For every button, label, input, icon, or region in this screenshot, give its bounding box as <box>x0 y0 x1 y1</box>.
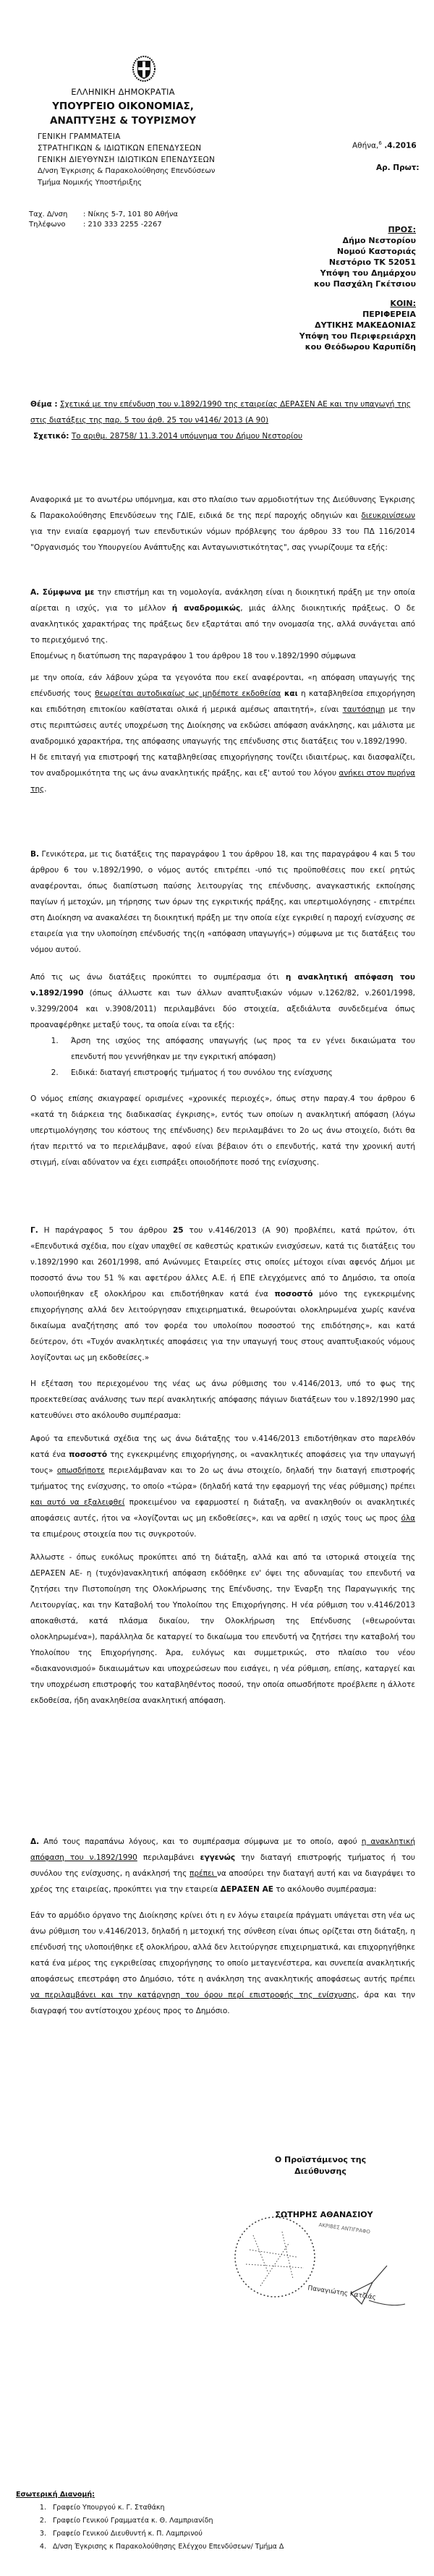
related-label: Σχετικό: <box>33 432 69 441</box>
ministry-name-line1: ΥΠΟΥΡΓΕΙΟ ΟΙΚΟΝΟΜΙΑΣ, <box>52 101 194 112</box>
text: . <box>44 785 47 794</box>
underlined-text: οπωσδήποτε <box>56 1466 105 1475</box>
cc-line: κου Θεόδωρου Καρυπίδη <box>305 342 416 352</box>
text: περιλαμβάνει <box>137 1853 200 1862</box>
ministry-name-line2: ΑΝΑΠΤΥΞΗΣ & ΤΟΥΡΙΣΜΟΥ <box>50 115 196 127</box>
bold-text: και <box>281 689 298 698</box>
signatory-title-line2: Διεύθυνσης <box>294 2167 346 2176</box>
text: του ν.4146/2013 (Α 90) προβλέπει, κατά πρώτον, ότι «Επενδυτικά σχέδια, που είχαν υπαχθεί σε καθεστώς κρατικών ενισχύσεων, κατά τις διατάξεις του ν.1892/1990 και 2601/1998, από Ανώνυμες Εταιρείες στις οποίες μέτοχοι είναι αφενός Δήμοι με ποσοστό άνω του 51 % και αφετέρου άλλες Α.Ε. ή ΕΠΕ ελεγχόμενες από το Δημόσιο, τα οποία υλοποιήθηκαν εξ ολοκλήρου και επιδοτήθηκαν κατά ένα <box>30 1226 415 1298</box>
document-date <box>352 140 417 150</box>
intro-paragraph <box>30 492 415 556</box>
text: μόνο της εγκεκριμένης επιχορήγησης αλλά δεν λειτούργησαν επιχειρηματικά, θεωρούνται ολοκληρωμένα χωρίς κανένα δικαίωμα αναζήτησης από τον φορέα του υπολοίπου ποσοστού της επιδότησης», και κατά δεύτερον, ότι «Τυχόν ανακλητικές αποφάσεις για την υπαγωγή τους στους αναπτυξιακούς νόμους λογίζονται ως μη εκδοθείσες.» <box>30 1290 415 1362</box>
bold-text: ΔΕΡΑΣΕΝ ΑΕ <box>220 1885 273 1894</box>
text: Από τις ως άνω διατάξεις προκύπτει το συμπέρασμα ότι <box>30 973 286 982</box>
cc-line: ΔΥΤΙΚΗΣ ΜΑΚΕΔΟΝΙΑΣ <box>315 320 416 330</box>
text: την επιστήμη και τη νομολογία, ανάκληση είναι η διοικητική πράξη με την οποία αίρεται η ισχύς, για το μέλλον <box>30 588 415 613</box>
section-c <box>30 1223 415 1709</box>
text: Ο νόμος επίσης σκιαγραφεί ορισμένες «χρονικές περιοχές», όπως στην παραγ.4 του άρθρου 6 «κατά τη διάρκεια της διαδικασίας έγκρισης», εντός των οποίων η ανακλητική απόφαση (λόγω υπερτιμολόγησης του κόστους της επένδυσης) δεν περιλαμβάνει το 2ο ως άνω στοιχείο, διότι θα ήταν περιττό να το περιελάμβανε, αφού είναι βέβαιον ότι ο επενδυτής, κατά την χρονική αυτή στιγμή, είναι αδύνατον να έχει εισπράξει οποιοδήποτε ποσό της ενίσχυσης. <box>30 1094 415 1167</box>
text: Γενικότερα, με τις διατάξεις της παραγράφου 1 του άρθρου 18, και της παραγράφου 4 και 5 του άρθρου 6 του ν.1892/1990, ο νόμος αυτός επιτρέπει -υπό τις προϋποθέσεις που εκεί ρητώς αναφέρονται, όπως διαπίστωση παύσης λειτουργίας της επένδυσης, αναγκαστικής εκποίησης παγίων ή μετοχών, μη τήρησης των όρων της εγκριτικής πράξης, και υπερτιμολόγησης - επιτρέπει στη Διοίκηση να ανακαλέσει τη διοικητική πράξη με την οποία είχε εγκριθεί η παροχή ενίσχυσης σε εταιρεία για την υλοποίηση επένδυσής της(η «απόφαση υπαγωγής») σύμφωνα με τις διατάξεις του νόμου αυτού. <box>30 850 415 954</box>
recipients <box>299 224 416 352</box>
list-item: 2. Ειδικά: διαταγή επιστροφής τμήματος ή του συνόλου της ενίσχυσης <box>61 1065 415 1081</box>
greek-coat-of-arms-icon <box>132 55 156 82</box>
underlined-text: και αυτό να εξαλειφθεί <box>30 1498 125 1507</box>
underlined-text: ταυτόσημη <box>342 705 386 714</box>
underlined-text: διευκρινίσεων <box>361 511 415 520</box>
list-item: 2. Γραφείο Γενικού Γραμματέα κ. Θ. Λαμπριανίδη <box>48 2515 284 2528</box>
secretariat-line2: ΣΤΡΑΤΗΓΙΚΩΝ & ΙΔΙΩΤΙΚΩΝ ΕΠΕΝΔΥΣΕΩΝ <box>38 144 202 153</box>
contact-info <box>29 210 178 230</box>
internal-distribution <box>16 2488 284 2554</box>
text: , μιάς άλλης διοικητικής πράξεως. Ο δε ανακλητικός χαρακτήρας της πράξεως δεν εξαρτάται από την ονομασία της, αλλά συνάγεται από το περιεχόμενό της. <box>30 604 415 645</box>
section-a <box>30 585 415 797</box>
list-item: 1. Άρση της ισχύος της απόφασης υπαγωγής (ως προς τα εν γένει δικαιώματα του επενδυτή που γεννήθηκαν με την εγκριτική απόφαση) <box>61 1033 415 1065</box>
cc-label: ΚΟΙΝ: <box>390 299 416 308</box>
subject-block <box>30 396 421 444</box>
republic-title: ΕΛΛΗΝΙΚΗ ΔΗΜΟΚΡΑΤΙΑ <box>71 87 175 97</box>
text: Άλλωστε - όπως ευκόλως προκύπτει από τη διάταξη, αλλά και από τα ιστορικά στοιχεία της ΔΕΡΑΣΕΝ ΑΕ- η (τυχόν)ανακλητική απόφαση εκδόθηκε εν' όψει της αδυναμίας του επενδυτή να ζητήσει την Πιστοποίηση της Ολοκλήρωσης της Επένδυσης, την Έναρξη της Παραγωγικής της Λειτουργίας, και την Καταβολή του Υπολοίπου της Επιχορήγησης. Η νέα ρύθμιση του ν.4146/2013 αποκαθιστά, κατά πλάσμα δικαίου, την Ολοκλήρωση της Επένδυσης («θεωρούνται ολοκληρωμένα»), παράλληλα δε καταργεί το δικαίωμα του επενδυτή να ζητήσει την καταβολή του Υπολοίπου της Επιχορήγησης. Άρα, ευλόγως και συμμετρικώς, στο πλαίσιο του νέου «διακανονισμού» δικαιωμάτων και υποχρεώσεων που εισάγει, η νέα ρύθμιση, επίσης, καταργεί και την υποχρέωση επιστροφής του καταβληθέντος ποσού, την οποία οπωσδήποτε προέβλεπε η άλλοτε εκδοθείσα, ήδη ανακληθείσα ανακλητική απόφαση. <box>30 1553 415 1705</box>
bold-text: ποσοστό <box>274 1290 313 1298</box>
bold-text: 25 <box>172 1226 184 1235</box>
address-value: : Νίκης 5-7, 101 80 Αθήνα <box>83 211 179 218</box>
underlined-text: πρέπει <box>190 1869 217 1878</box>
text: (όπως άλλωστε και των άλλων αναπτυξιακών νόμων ν.1262/82, ν.2601/1998, ν.3299/2004 και ν.3908/2011) περιλαμβάνει δύο στοιχεία, αξεδιάλυτα συνδεδεμένα όπως προαναφέρθηκε μεταξύ τους, τα οποία είναι τα εξής: <box>30 989 415 1029</box>
related-text: Το αριθμ. 28758/ 11.3.2014 υπόμνημα του Δήμου Νεστορίου <box>71 432 303 441</box>
protocol-number-label: Αρ. Πρωτ: <box>376 163 420 172</box>
stamp-text: ΑΚΡΙΒΕΣ ΑΝΤΙΓΡΑΦΟ <box>318 2222 371 2235</box>
text: προκειμένου να εφαρμοστεί η διάταξη, να ανακληθούν οι ανακλητικές αποφάσεις αυτές, ήτοι να «λογίζονται ως μη εκδοθείσες», και να αρθεί η ισχύς τους ως προς <box>30 1498 415 1523</box>
directorate: Δ/νση Έγκρισης & Παρακολούθησης Επενδύσεων <box>38 167 216 175</box>
phone-label: Τηλέφωνο <box>29 221 66 229</box>
subject-label: Θέμα : <box>30 400 58 409</box>
text: , άρα και την διαγραφή του αντίστοιχου χρέους προς το Δημόσιο. <box>30 1991 415 2015</box>
section-b <box>30 846 415 1170</box>
underlined-text: όλα <box>401 1514 415 1523</box>
official-seal-stamp-icon <box>224 2214 427 2322</box>
bold-text: εγγενώς <box>200 1853 236 1862</box>
signatory-name: ΣΩΤΗΡΗΣ ΑΘΑΝΑΣΙΟΥ <box>275 2210 373 2219</box>
date-prefix: Αθήνα, <box>352 141 379 150</box>
date-day: 6 <box>378 140 382 146</box>
to-line: κου Πασχάλη Γκέτσιου <box>313 279 416 289</box>
text: Αναφορικά με το ανωτέρω υπόμνημα, και στο πλαίσιο των αρμοδιοτήτων της Διεύθυνσης Έγκρισης & Παρακολούθησης Επενδύσεων της ΓΔΙΕ, ειδικά δε της περί παροχής οδηγιών και <box>30 496 415 520</box>
letterhead <box>29 87 246 189</box>
cc-line: Υπόψη του Περιφερειάρχη <box>299 331 416 341</box>
subject-text: Σχετικά με την επένδυση του ν.1892/1990 της εταιρείας ΔΕΡΑΣΕΝ ΑΕ και την υπαγωγή της στις διατάξεις της παρ. 5 του άρθ. 25 του ν4146/ 2013 (Α 90) <box>30 400 411 425</box>
department: Τμήμα Νομικής Υποστήριξης <box>38 179 142 187</box>
text: Από τους παραπάνω λόγους, και το συμπέρασμα σύμφωνα με το οποίο, αφού <box>39 1837 362 1846</box>
date-rest: .4.2016 <box>384 141 417 150</box>
text: για την ενιαία εφαρμογή των επενδυτικών νόμων πρόβλεψης του άρθρου 33 του ΠΔ 116/2014 "Οργανισμός του Υπουργείου Ανάπτυξης και Ανταγωνιστικότητας", σας γνωρίζουμε τα εξής: <box>30 527 415 552</box>
text: με την στις περιπτώσεις αυτές υποχρέωση της Διοίκησης να εκδώσει απόφαση ανάκλησης, και μάλιστα με αναδρομικό χαρακτήρα, της απόφασης υπαγωγής της επένδυσης στις διατάξεις του ν.1892/1990. <box>30 705 415 746</box>
underlined-text: η ανακλητική απόφαση του ν.1892/1990 <box>30 1837 415 1862</box>
text: της εγκεκριμένης επιχορήγησης, οι «ανακλητικές αποφάσεις για την υπαγωγή τους» <box>30 1450 415 1475</box>
section-d-lead: Δ. <box>30 1837 40 1846</box>
bold-text: ποσοστό <box>69 1450 108 1459</box>
cc-line: ΠΕΡΙΦΕΡΕΙΑ <box>362 310 416 319</box>
phone-value: : 210 333 2255 -2267 <box>83 221 162 229</box>
signatory-title <box>270 2154 371 2177</box>
text: περιελάμβαναν και το 2ο ως άνω στοιχείο, δηλαδή την διαταγή επιστροφής τμήματος της ενίσχυσης, το οποίο «τώρα» (δηλαδή κατά την εφαρμογή της νέας ρύθμισης) πρέπει <box>30 1466 415 1491</box>
underlined-text: να περιλαμβάνει και την κατάργηση του όρου περί επιστροφής της ενίσχυσης <box>30 1991 357 1999</box>
secretariat-line1: ΓΕΝΙΚΗ ΓΡΑΜΜΑΤΕΙΑ <box>38 132 121 141</box>
text: Επομένως η διατύπωση της παραγράφου 1 του άρθρου 18 του ν.1892/1990 σύμφωνα <box>30 652 356 660</box>
bold-text: ή αναδρομικώς <box>171 604 241 613</box>
address-label: Ταχ. Δ/νση <box>29 211 68 218</box>
list-item: 1. Γραφείο Υπουργού κ. Γ. Σταθάκη <box>48 2501 284 2515</box>
list-item: 3. Γραφείο Γενικού Διευθυντή κ. Π. Λαμπρινού <box>48 2528 284 2541</box>
text: την διαταγή επιστροφής τμήματος ή του συνόλου της ενίσχυσης, η ανάκλησή της <box>30 1853 415 1878</box>
to-label: ΠΡΟΣ: <box>388 225 416 234</box>
distribution-label: Εσωτερική Διανομή: <box>16 2491 95 2499</box>
signatory-title-line1: Ο Προϊστάμενος της <box>274 2155 367 2164</box>
to-line: Δήμο Νεστορίου <box>342 236 416 245</box>
to-line: Υπόψη του Δημάρχου <box>320 268 416 278</box>
text: Αφού τα επενδυτικά σχέδια της ως άνω διάταξης του ν.4146/2013 επιδοτήθηκαν στο παρελθόν κατά ένα <box>30 1434 415 1459</box>
text: τα επιμέρους στοιχεία που τις συγκροτούν. <box>30 1530 197 1539</box>
text: Εάν το αρμόδιο όργανο της Διοίκησης κρίνει ότι η εν λόγω εταιρεία πράγματι υπάγεται στη νέα ως άνω ρύθμιση του ν.4146/2013, δηλαδή η μετοχική της σύνθεση είναι όπως ορίζεται στη διάταξη, η επένδυσή της υλοποιήθηκε εξ ολοκλήρου, αλλά δεν λειτούργησε επιχειρηματικά, και επιχορηγήθηκε κατά ένα μέρος της εγκριθείσας επιχορήγησης το οποίο μεταγενέστερα, και συνεπεία ανακλητικής αποφάσεως επεστράφη στο Δημόσιο, τότε η ανάκληση της ανακλητικής αποφάσεως αυτής πρέπει <box>30 1911 415 1984</box>
text: το ακόλουθο συμπέρασμα: <box>273 1885 377 1894</box>
directorate-general: ΓΕΝΙΚΗ ΔΙΕΥΘΥΝΣΗ ΙΔΙΩΤΙΚΩΝ ΕΠΕΝΔΥΣΕΩΝ <box>38 156 216 164</box>
underlined-text: θεωρείται αυτοδικαίως ως μηδέποτε εκδοθείσα <box>95 689 281 698</box>
section-a-lead: Α. Σύμφωνα με <box>30 588 95 597</box>
text: Η δε επιταγή για επιστροφή της καταβληθείσας επιχορήγησης τονίζει ιδιαιτέρως, και διασφαλίζει, τον αναδρομικότητα της ως άνω ανακλητικής πράξης, και εξ' αυτού του λόγου <box>30 753 415 778</box>
section-c-lead: Γ. <box>30 1226 38 1235</box>
list-item: 4. Δ/νση Έγκρισης κ Παρακολούθησης Ελέγχου Επενδύσεων/ Τμήμα Δ <box>48 2541 284 2554</box>
section-d <box>30 1834 415 2019</box>
text: με την οποία, εάν λάβουν χώρα τα γεγονότα που εκεί αναφέρονται, «η απόφαση υπαγωγής της επένδυσής τους <box>30 673 415 698</box>
bold-text: η ανακλητική απόφαση του ν.1892/1990 <box>30 973 415 998</box>
section-b-lead: Β. <box>30 850 39 859</box>
text: να αποσύρει την διαταγή αυτή και να διαγράψει το χρέος της εταιρείας, προκύπτει για την εταιρεία <box>30 1869 416 1894</box>
text: Η παράγραφος 5 του άρθρου <box>38 1226 173 1235</box>
text: Η εξέταση του περιεχομένου της νέας ως άνω ρύθμισης του ν.4146/2013, υπό το φως της προεκτεθείσας ανάλυσης των περί ανακλητικής απόφασης πάγιων διατάξεων του ν.1892/1990 μας κατευθύνει στο ακόλουθο συμπέρασμα: <box>30 1380 415 1420</box>
text: η καταβληθείσα επιχορήγηση και επιδότηση επιτοκίου καθίσταται ολικά ή μερικά αμέσως απαιτητή», είναι <box>30 689 416 714</box>
underlined-text: ανήκει στον πυρήνα της <box>30 769 415 794</box>
to-line: Νεστόριο ΤΚ 52051 <box>328 258 416 267</box>
revocation-elements-list <box>30 1033 415 1081</box>
certifier-name: Παναγιώτης Κατζιάς <box>307 2284 377 2302</box>
to-line: Νομού Καστοριάς <box>336 247 416 256</box>
